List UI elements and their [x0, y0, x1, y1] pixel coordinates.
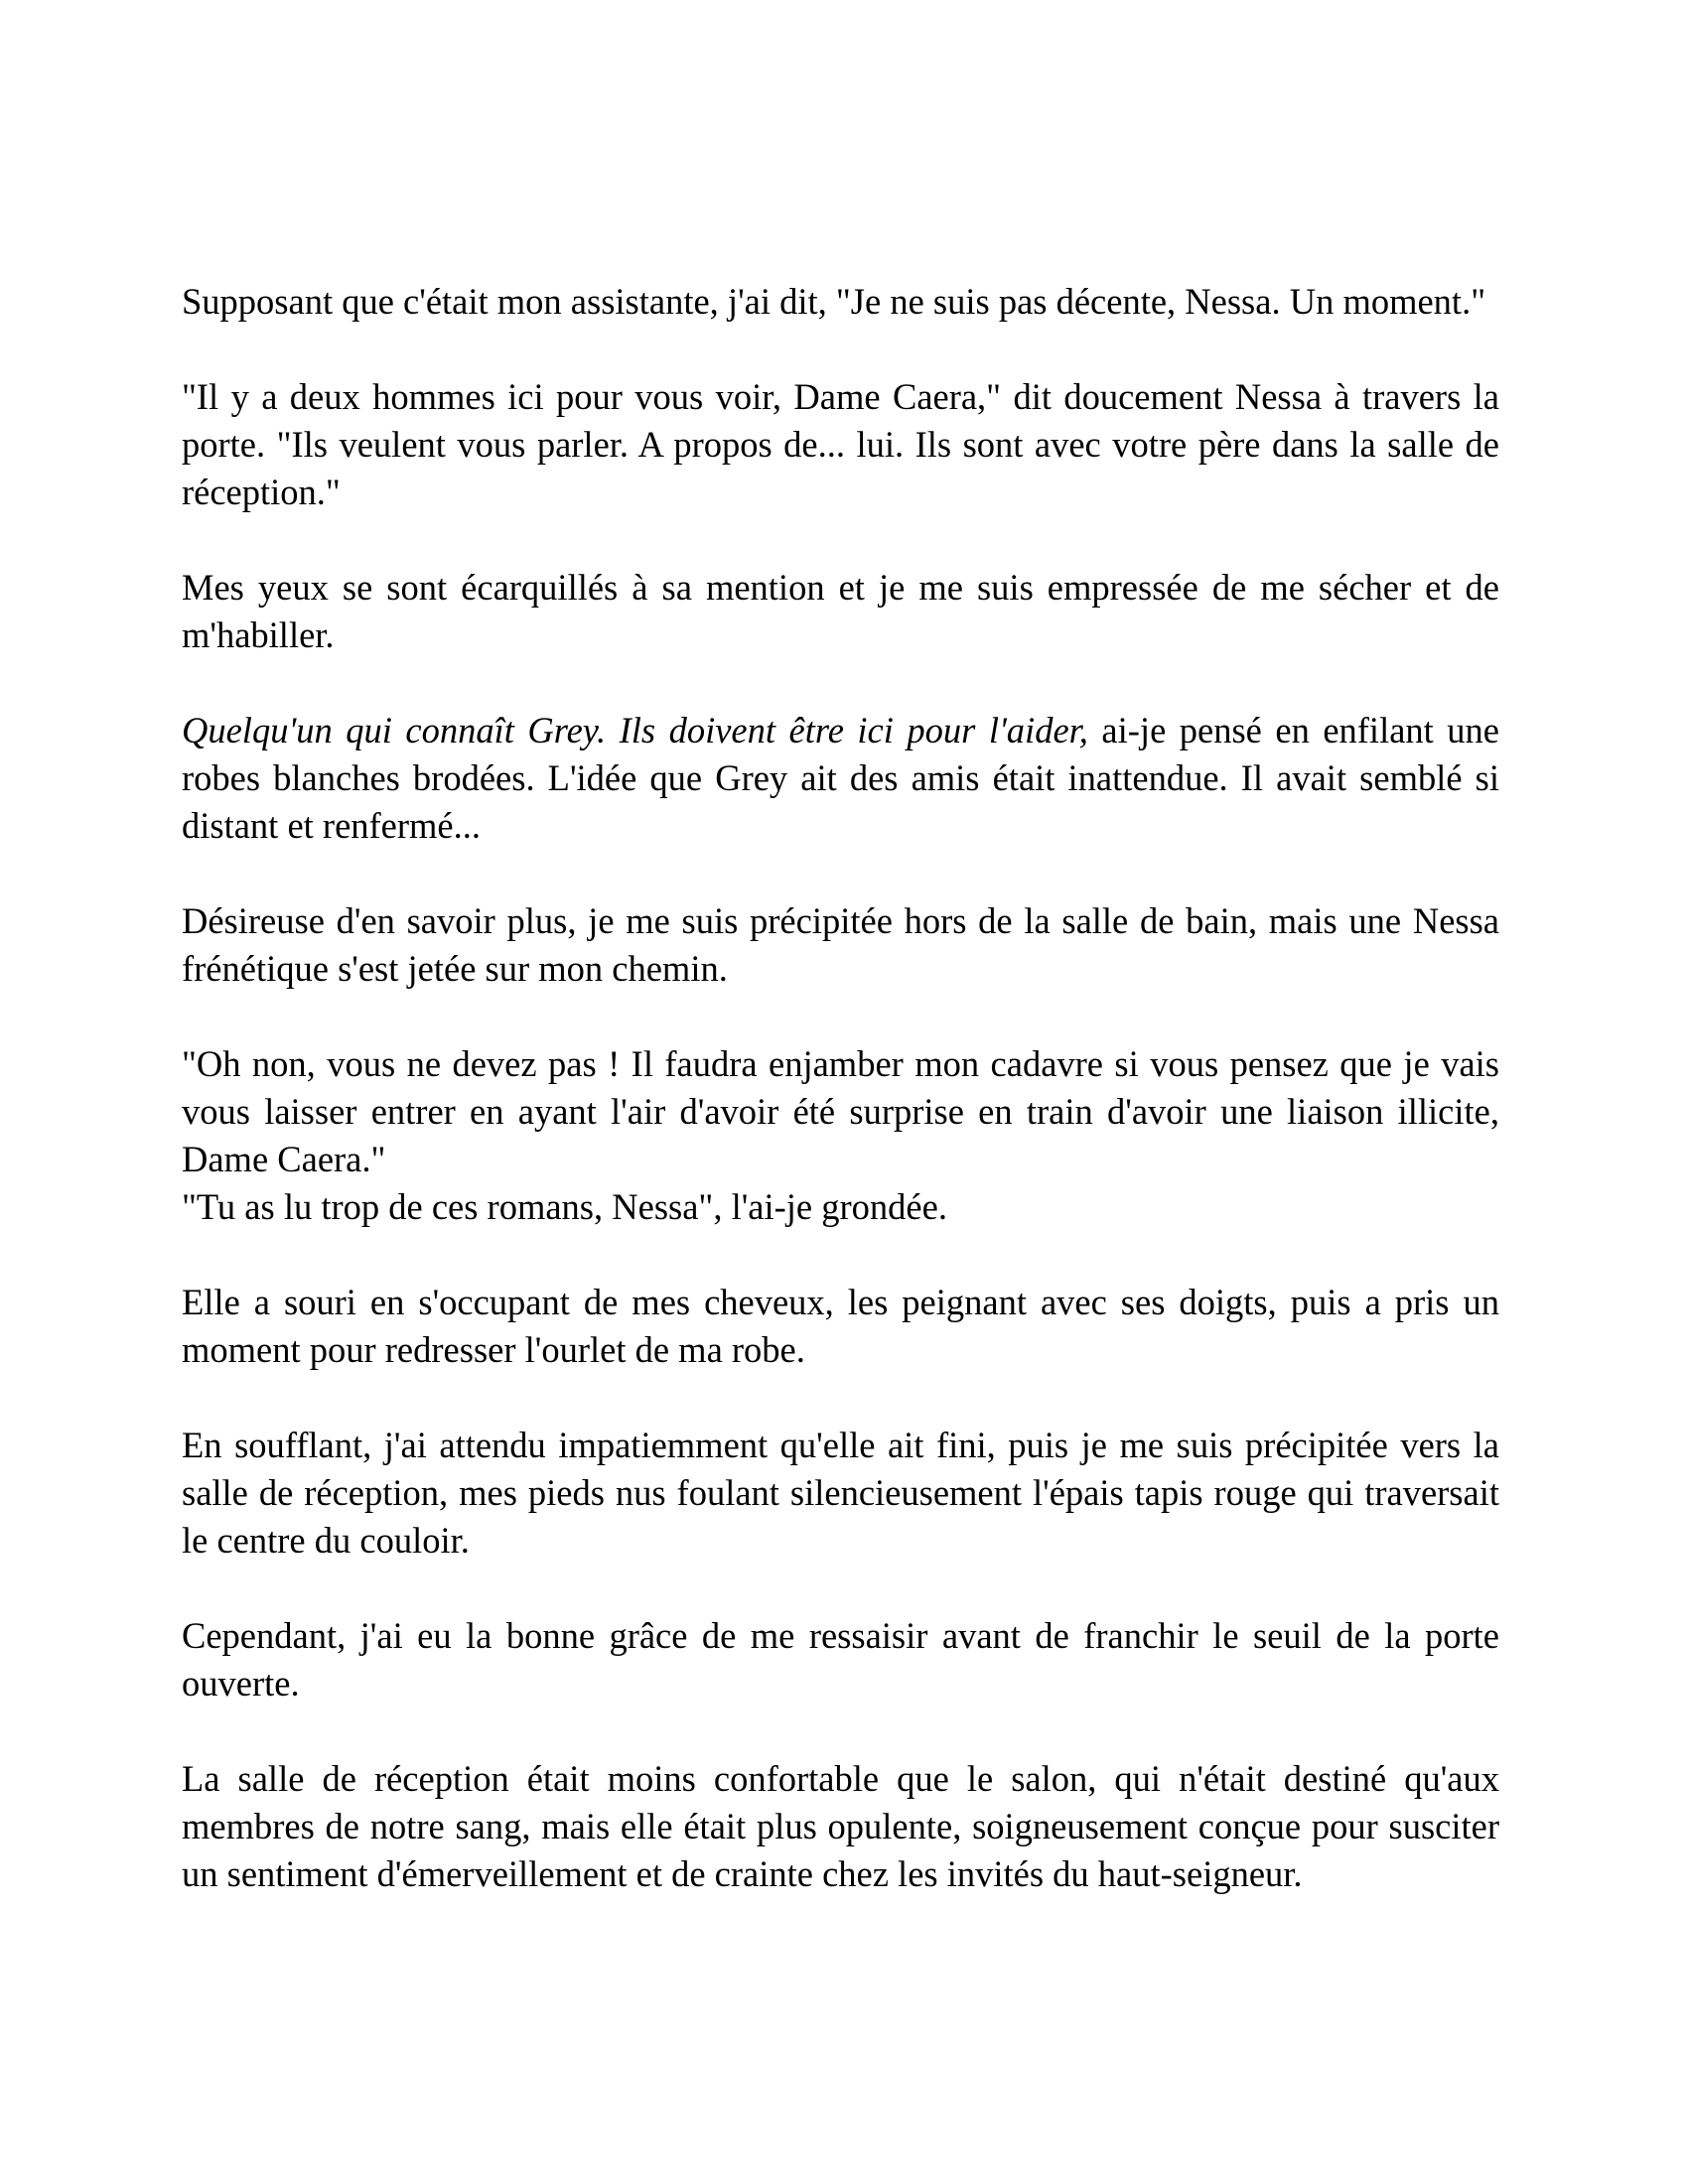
- paragraph: [182, 707, 1499, 850]
- paragraph: Désireuse d'en savoir plus, je me suis précipitée hors de la salle de bain, mais une Nessa frénétique s'est jetée sur mon chemin.: [182, 900, 1499, 989]
- paragraph: En soufflant, j'ai attendu impatiemment qu'elle ait fini, puis je me suis précipitée vers la salle de réception, mes pieds nus foulant silencieusement l'épais tapis rouge qui traversait le centre du couloir.: [182, 1425, 1499, 1561]
- paragraph-text: ai-je pensé en enfilant une robes blanches brodées. L'idée que Grey ait des amis était inattendue. Il avait semblé si distant et renfermé...: [182, 710, 1500, 846]
- paragraph: "Il y a deux hommes ici pour vous voir, Dame Caera," dit doucement Nessa à travers la porte. "Ils veulent vous parler. A propos de... lui. Ils sont avec votre père dans la salle de réception.": [182, 376, 1499, 512]
- paragraph: Supposant que c'était mon assistante, j'ai dit, "Je ne suis pas décente, Nessa. Un moment.": [182, 281, 1486, 322]
- paragraph: "Tu as lu trop de ces romans, Nessa", l'ai-je grondée.: [182, 1186, 947, 1227]
- italic-thought-text: Quelqu'un qui connaît Grey. Ils doivent être ici pour l'aider,: [182, 710, 1088, 751]
- paragraph: Elle a souri en s'occupant de mes cheveux, les peignant avec ses doigts, puis a pris un moment pour redresser l'ourlet de ma robe.: [182, 1282, 1499, 1370]
- paragraph: Cependant, j'ai eu la bonne grâce de me ressaisir avant de franchir le seuil de la porte ouverte.: [182, 1615, 1499, 1704]
- document-page: [182, 278, 1499, 1946]
- paragraph: Mes yeux se sont écarquillés à sa mention et je me suis empressée de me sécher et de m'habiller.: [182, 567, 1499, 655]
- paragraph: La salle de réception était moins confortable que le salon, qui n'était destiné qu'aux membres de notre sang, mais elle était plus opulente, soigneusement conçue pour susciter un sentiment d'émerveillement et de crainte chez les invités du haut-seigneur.: [182, 1758, 1499, 1894]
- paragraph: "Oh non, vous ne devez pas ! Il faudra enjamber mon cadavre si vous pensez que je vais vous laisser entrer en ayant l'air d'avoir été surprise en train d'avoir une liaison illicite, Dame Caera.": [182, 1043, 1499, 1179]
